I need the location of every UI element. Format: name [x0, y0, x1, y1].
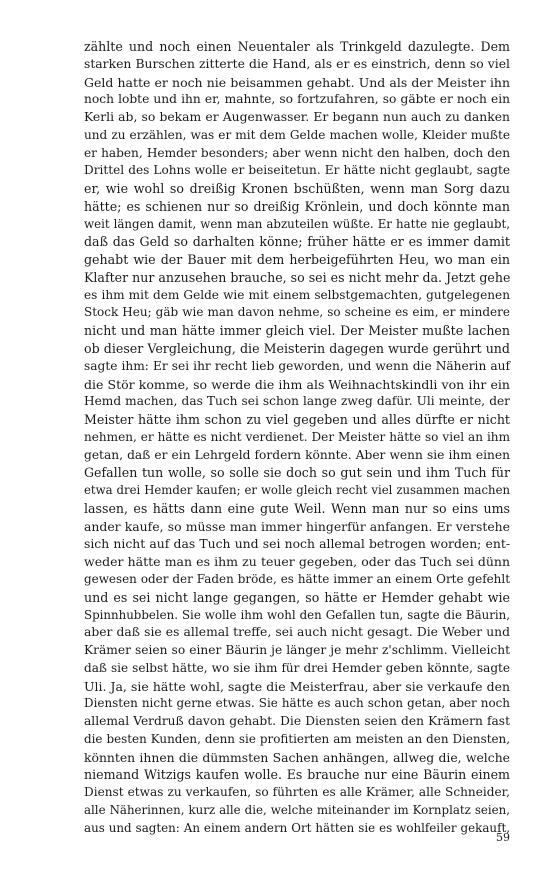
text-line: Uli. Ja, sie hätte wohl, sagte die Meisterfrau, aber sie verkaufe den: [84, 678, 510, 694]
text-line: Diensten nicht gerne etwas. Sie hätte es auch schon getan, aber noch: [84, 696, 510, 711]
text-line: etwa drei Hemder kaufen; er wolle gleich recht viel zusammen machen: [84, 483, 510, 498]
text-line: gehabt wie der Bauer mit dem herbeigeführten Heu, wo man ein: [84, 252, 510, 268]
text-line: starken Burschen zitterte die Hand, als er es einstrich, denn so viel: [84, 56, 510, 71]
text-line: aus und sagten: An einem andern Ort hätten sie es wohlfeiler gekauft,: [84, 820, 510, 835]
text-line: nicht und man hätte immer gleich viel. Der Meister mußte lachen: [84, 323, 510, 339]
text-line: Drittel des Lohns wolle er beiseitetun. Er hätte nicht geglaubt, sagte: [84, 163, 510, 178]
text-line: Gefallen tun wolle, so solle sie doch so gut sein und ihm Tuch für: [84, 465, 510, 481]
text-line: hätte; es schienen nur so dreißig Krönlein, und doch könnte man: [84, 198, 510, 214]
body-text: [84, 38, 510, 837]
text-line: lassen, es hätts dann eine gute Weil. Wenn man nur so eins ums: [84, 500, 510, 516]
text-line: Klafter nur anzusehen brauche, so sei es nicht mehr da. Jetzt gehe: [84, 269, 511, 285]
text-line: Hemd machen, das Tuch sei schon lange zweg dafür. Uli meinte, der: [84, 394, 510, 409]
text-line: und zu erzählen, was er mit dem Gelde machen wolle, Kleider mußte: [84, 127, 510, 142]
text-line: Geld hatte er noch nie beisammen gehabt. Und als der Meister ihn: [84, 74, 510, 90]
text-line: die besten Kunden, denn sie profitierten am meisten an den Diensten,: [84, 731, 510, 746]
text-line: niemand Witzigs kaufen wolle. Es brauche nur eine Bäurin einem: [84, 767, 510, 783]
text-line: Spinnhubbelen. Sie wolle ihm wohl den Gefallen tun, sagte die Bäurin,: [84, 607, 510, 622]
text-line: weder hätte man es ihm zu teuer gegeben, oder das Tuch sei dünn: [84, 554, 510, 570]
text-line: alle Näherinnen, kurz alle die, welche miteinander im Kornplatz seien,: [84, 802, 510, 817]
text-line: er, wie wohl so dreißig Kronen bschüßten, wenn man Sorg dazu: [84, 181, 510, 197]
text-line: Dienst etwas zu verkaufen, so führten es alle Krämer, alle Schneider,: [84, 785, 510, 800]
text-line: ob dieser Vergleichung, die Meisterin dagegen wurde gerührt und: [84, 341, 510, 357]
text-line: zählte und noch einen Neuentaler als Trinkgeld dazulegte. Dem: [84, 39, 510, 54]
text-line: allemal Verdruß davon gehabt. Die Diensten seien den Krämern fast: [84, 714, 510, 729]
text-line: daß sie selbst hätte, wo sie ihm für drei Hemder geben könnte, sagte: [84, 660, 510, 675]
page-number: 59: [496, 831, 510, 844]
text-line: weit längen damit, wenn man abzuteilen wüßte. Er hatte nie geglaubt,: [84, 216, 510, 231]
text-line: es ihm mit dem Gelde wie mit einem selbstgemachten, gutgelegenen: [84, 287, 510, 302]
text-line: er haben, Hemder besonders; aber wenn nicht den halben, doch den: [84, 145, 510, 160]
text-line: gewesen oder der Faden bröde, es hätte immer an einem Orte gefehlt: [84, 571, 510, 586]
text-line: sich nicht auf das Tuch und sei noch allemal betrogen worden; ent-: [84, 536, 510, 552]
text-line: Meister hätte ihm schon zu viel gegeben und alles dürfte er nicht: [84, 412, 510, 428]
text-line: Kerli ab, so bekam er Augenwasser. Er begann nun auch zu danken: [84, 110, 510, 125]
text-line: könnten ihnen die dümmsten Sachen anhängen, allweg die, welche: [84, 749, 510, 765]
text-line: sagte ihm: Er sei ihr recht lieb geworden, und wenn die Näherin auf: [84, 358, 510, 373]
text-line: Krämer seien so einer Bäurin je länger je mehr z'schlimm. Vielleicht: [84, 643, 510, 658]
text-line: noch lobte und ihn er, mahnte, so fortzufahren, so gäbte er noch ein: [84, 92, 510, 107]
text-line: aber daß sie es allemal treffe, sei auch nicht gesagt. Die Weber und: [84, 625, 510, 640]
text-line: nehmen, er hätte es nicht verdienet. Der Meister hätte so viel an ihm: [84, 429, 510, 444]
text-line: getan, daß er ein Lehrgeld fordern könnte. Aber wenn sie ihm einen: [84, 447, 510, 462]
text-line: ander kaufe, so müsse man immer hingerfür anfangen. Er verstehe: [84, 518, 510, 534]
text-line: und es sei nicht lange gegangen, so hätte er Hemder gehabt wie: [84, 589, 510, 605]
text-line: Stock Heu; gäb wie man davon nehme, so scheine es eim, er mindere: [84, 305, 510, 320]
text-line: die Stör komme, so werde die ihm als Weihnachtskindli von ihr ein: [84, 376, 510, 392]
text-line: daß das Geld so darhalten könne; früher hätte er es immer damit: [84, 234, 510, 250]
